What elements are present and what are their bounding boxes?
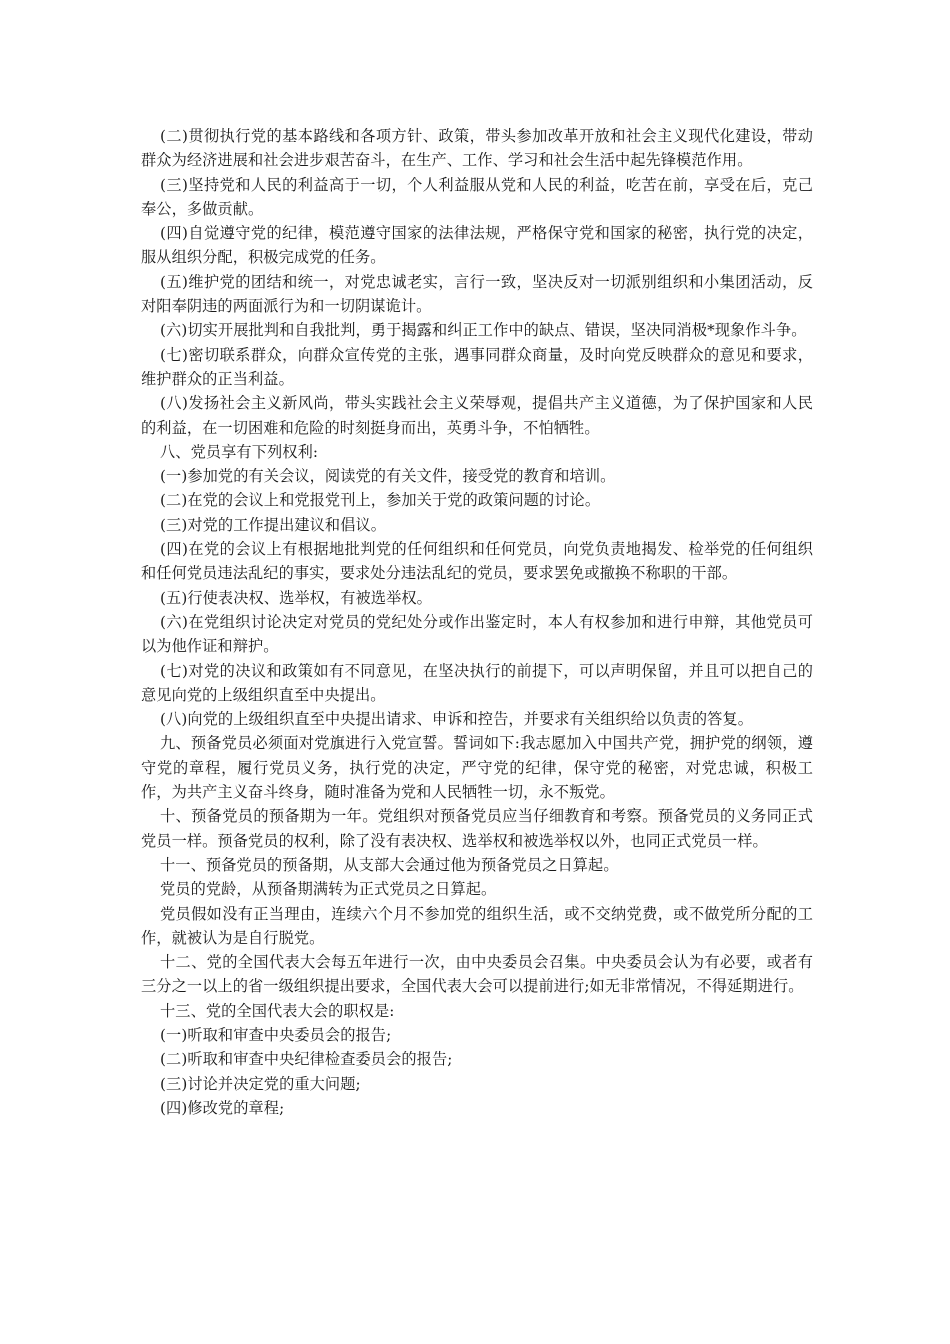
paragraph: (六)在党组织讨论决定对党员的党纪处分或作出鉴定时，本人有权参加和进行申辩，其他党员可以为他作证和辩护。 — [141, 612, 813, 656]
paragraph: (四)在党的会议上有根据地批判党的任何组织和任何党员，向党负责地揭发、检举党的任何组织和任何党员违法乱纪的事实，要求处分违法乱纪的党员，要求罢免或撤换不称职的干部。 — [141, 540, 813, 583]
paragraph: (二)听取和审查中央纪律检查委员会的报告; — [160, 1050, 453, 1069]
paragraph: (六)切实开展批判和自我批判，勇于揭露和纠正工作中的缺点、错误，坚决同消极*现象作斗争。 — [160, 321, 807, 340]
paragraph: (一)参加党的有关会议，阅读党的有关文件，接受党的教育和培训。 — [160, 467, 616, 486]
paragraph: 党员假如没有正当理由，连续六个月不参加党的组织生活，或不交纳党费，或不做党所分配的工作，就被认为是自行脱党。 — [141, 904, 813, 947]
paragraph: (一)听取和审查中央委员会的报告; — [160, 1025, 392, 1044]
document-body — [141, 124, 813, 1120]
paragraph: (四)修改党的章程; — [160, 1098, 285, 1117]
paragraph: (三)对党的工作提出建议和倡议。 — [160, 515, 387, 534]
paragraph: (三)讨论并决定党的重大问题; — [160, 1074, 361, 1093]
section-heading: 八、党员享有下列权利: — [160, 442, 319, 461]
paragraph: (七)对党的决议和政策如有不同意见，在坚决执行的前提下，可以声明保留，并且可以把自己的意见向党的上级组织直至中央提出。 — [141, 661, 813, 704]
section-heading: 十三、党的全国代表大会的职权是: — [160, 1001, 395, 1020]
paragraph: (二)在党的会议上和党报党刊上，参加关于党的政策问题的讨论。 — [160, 491, 601, 510]
paragraph: (四)自觉遵守党的纪律，模范遵守国家的法律法规，严格保守党和国家的秘密，执行党的决定，服从组织分配，积极完成党的任务。 — [141, 224, 813, 267]
paragraph: 十一、预备党员的预备期，从支部大会通过他为预备党员之日算起。 — [160, 855, 619, 874]
paragraph: 十二、党的全国代表大会每五年进行一次，由中央委员会召集。中央委员会认为有必要，或者有三分之一以上的省一级组织提出要求，全国代表大会可以提前进行;如无非常情况，不得延期进行。 — [141, 953, 813, 996]
paragraph: (五)行使表决权、选举权，有被选举权。 — [160, 588, 432, 607]
paragraph: (七)密切联系群众，向群众宣传党的主张，遇事同群众商量，及时向党反映群众的意见和要求，维护群众的正当利益。 — [141, 345, 813, 388]
paragraph: (八)向党的上级组织直至中央提出请求、申诉和控告，并要求有关组织给以负责的答复。 — [160, 710, 753, 729]
paragraph: 九、预备党员必须面对党旗进行入党宣誓。誓词如下:我志愿加入中国共产党，拥护党的纲领，遵守党的章程，履行党员义务，执行党的决定，严守党的纪律，保守党的秘密，对党忠诚，积极工作，为共产主义奋斗终身，随时准备为党和人民牺牲一切，永不叛党。 — [141, 734, 813, 802]
paragraph: 十、预备党员的预备期为一年。党组织对预备党员应当仔细教育和考察。预备党员的义务同正式党员一样。预备党员的权利，除了没有表决权、选举权和被选举权以外，也同正式党员一样。 — [141, 807, 813, 850]
paragraph: (五)维护党的团结和统一，对党忠诚老实，言行一致，坚决反对一切派别组织和小集团活动，反对阳奉阴违的两面派行为和一切阴谋诡计。 — [141, 272, 813, 316]
paragraph: 党员的党龄，从预备期满转为正式党员之日算起。 — [160, 880, 497, 899]
paragraph: (三)坚持党和人民的利益高于一切，个人利益服从党和人民的利益，吃苦在前，享受在后，克己奉公，多做贡献。 — [141, 175, 813, 218]
paragraph: (八)发扬社会主义新风尚，带头实践社会主义荣辱观，提倡共产主义道德，为了保护国家和人民的利益，在一切困难和危险的时刻挺身而出，英勇斗争，不怕牺牲。 — [141, 394, 813, 437]
paragraph: (二)贯彻执行党的基本路线和各项方针、政策，带头参加改革开放和社会主义现代化建设，带动群众为经济进展和社会进步艰苦奋斗，在生产、工作、学习和社会生活中起先锋模范作用。 — [141, 127, 813, 170]
